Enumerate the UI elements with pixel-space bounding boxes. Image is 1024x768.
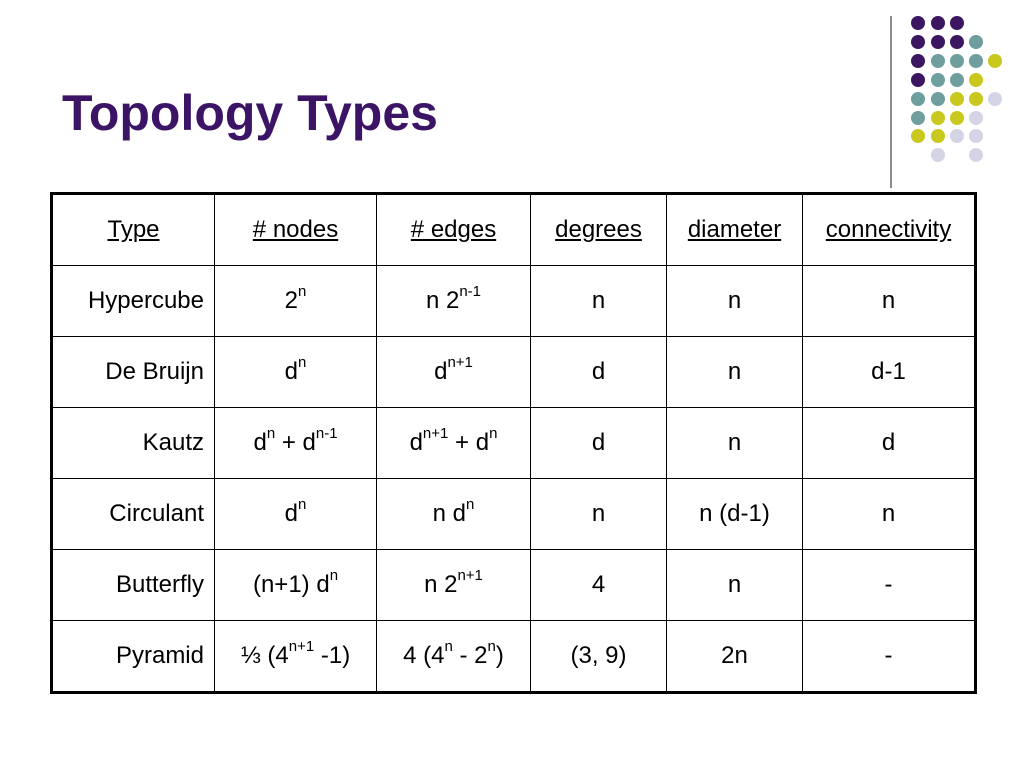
nodes-exponent: n — [298, 283, 307, 300]
decorative-dot — [950, 111, 964, 125]
decorative-dot — [969, 111, 983, 125]
header-edges — [377, 194, 531, 266]
decorative-dot — [969, 148, 983, 162]
cell-edges — [377, 621, 531, 693]
header-label: diameter — [687, 216, 782, 243]
table-row — [52, 266, 976, 337]
edges-tail: ) — [495, 642, 504, 669]
cell-nodes — [215, 550, 377, 621]
cell-edges — [377, 550, 531, 621]
edges-base: d — [434, 358, 448, 385]
cell-diameter: n — [667, 266, 803, 337]
nodes-exponent: n — [329, 567, 339, 584]
cell-type: Circulant — [52, 479, 215, 550]
cell-nodes — [215, 337, 377, 408]
nodes-base: (n+1) d — [252, 571, 330, 598]
header-type — [52, 194, 215, 266]
nodes-term-a: d — [253, 429, 267, 456]
header-label: degrees — [555, 216, 642, 243]
header-diameter — [667, 194, 803, 266]
cell-connectivity: n — [803, 266, 976, 337]
decorative-dot — [969, 92, 983, 106]
decorative-dot — [950, 16, 964, 30]
decorative-dot — [950, 35, 964, 49]
header-label: Type — [107, 216, 160, 243]
cell-connectivity: n — [803, 479, 976, 550]
edges-base: n 2 — [424, 571, 458, 598]
header-degrees — [531, 194, 667, 266]
cell-edges — [377, 337, 531, 408]
cell-nodes — [215, 408, 377, 479]
decorative-dot — [950, 73, 964, 87]
edges-exponent-b: n — [487, 638, 496, 655]
decorative-dot — [969, 35, 983, 49]
table-header-row — [52, 194, 976, 266]
cell-diameter: n — [667, 550, 803, 621]
nodes-exponent: n+1 — [288, 638, 315, 655]
nodes-term-b: + d — [275, 429, 316, 456]
cell-degrees: (3, 9) — [531, 621, 667, 693]
edges-exponent: n+1 — [447, 354, 473, 371]
edges-term-a: 4 (4 — [403, 642, 445, 669]
cell-edges — [377, 479, 531, 550]
table-row — [52, 621, 976, 693]
decorative-dot — [931, 129, 945, 143]
decorative-dot — [931, 73, 945, 87]
header-label: # nodes — [252, 216, 339, 243]
table-row — [52, 479, 976, 550]
decorative-dot — [931, 148, 945, 162]
cell-degrees: n — [531, 266, 667, 337]
cell-connectivity: d-1 — [803, 337, 976, 408]
decorative-dot — [988, 54, 1002, 68]
cell-nodes — [215, 479, 377, 550]
cell-type: Hypercube — [52, 266, 215, 337]
decorative-dot — [950, 129, 964, 143]
cell-edges — [377, 408, 531, 479]
decorative-dot — [988, 92, 1002, 106]
topology-table — [50, 192, 977, 694]
cell-type: Butterfly — [52, 550, 215, 621]
edges-exponent: n-1 — [459, 283, 482, 300]
nodes-base: 2 — [284, 287, 298, 314]
cell-connectivity: - — [803, 621, 976, 693]
cell-edges — [377, 266, 531, 337]
cell-degrees: d — [531, 337, 667, 408]
divider-line — [890, 16, 892, 188]
nodes-exponent: n — [298, 496, 307, 513]
decorative-dot — [931, 16, 945, 30]
decorative-dot — [911, 92, 925, 106]
decorative-dot — [911, 73, 925, 87]
edges-exponent-a: n+1 — [422, 425, 449, 442]
decorative-dot — [969, 54, 983, 68]
edges-exponent: n+1 — [457, 567, 483, 584]
cell-degrees: n — [531, 479, 667, 550]
table-row — [52, 408, 976, 479]
nodes-exponent-b: n-1 — [315, 425, 338, 442]
decorative-dot — [931, 92, 945, 106]
header-label: # edges — [410, 216, 497, 243]
nodes-base: d — [284, 500, 298, 527]
cell-degrees: d — [531, 408, 667, 479]
header-nodes — [215, 194, 377, 266]
edges-term-b: + d — [448, 429, 490, 456]
cell-connectivity: - — [803, 550, 976, 621]
decorative-dot — [969, 129, 983, 143]
edges-base: n 2 — [425, 287, 460, 314]
decorative-dot — [911, 129, 925, 143]
table-row — [52, 337, 976, 408]
cell-diameter: n — [667, 337, 803, 408]
decorative-dot — [911, 54, 925, 68]
edges-term-b: - 2 — [452, 642, 488, 669]
nodes-base: d — [284, 358, 298, 385]
cell-nodes — [215, 266, 377, 337]
edges-base: n d — [432, 500, 467, 527]
decorative-dot — [950, 54, 964, 68]
nodes-exponent-a: n — [266, 425, 276, 442]
header-label: connectivity — [825, 216, 952, 243]
cell-type: Kautz — [52, 408, 215, 479]
decorative-dot — [931, 54, 945, 68]
decorative-dot — [911, 111, 925, 125]
edges-exponent: n — [466, 496, 475, 513]
cell-degrees: 4 — [531, 550, 667, 621]
cell-diameter: n — [667, 408, 803, 479]
decorative-dot — [911, 16, 925, 30]
edges-exponent-a: n — [444, 638, 453, 655]
nodes-base: ⅓ (4 — [240, 642, 289, 669]
decorative-dot — [931, 35, 945, 49]
cell-connectivity: d — [803, 408, 976, 479]
cell-nodes — [215, 621, 377, 693]
cell-diameter: n (d-1) — [667, 479, 803, 550]
nodes-tail: -1) — [314, 642, 351, 669]
decorative-dot — [911, 35, 925, 49]
edges-term-a: d — [409, 429, 423, 456]
slide-title: Topology Types — [62, 85, 438, 141]
decorative-dot — [969, 73, 983, 87]
cell-diameter: 2n — [667, 621, 803, 693]
decorative-dot — [931, 111, 945, 125]
header-connectivity — [803, 194, 976, 266]
nodes-exponent: n — [298, 354, 307, 371]
decorative-dot — [950, 92, 964, 106]
cell-type: De Bruijn — [52, 337, 215, 408]
edges-exponent-b: n — [489, 425, 498, 442]
cell-type: Pyramid — [52, 621, 215, 693]
table-row — [52, 550, 976, 621]
